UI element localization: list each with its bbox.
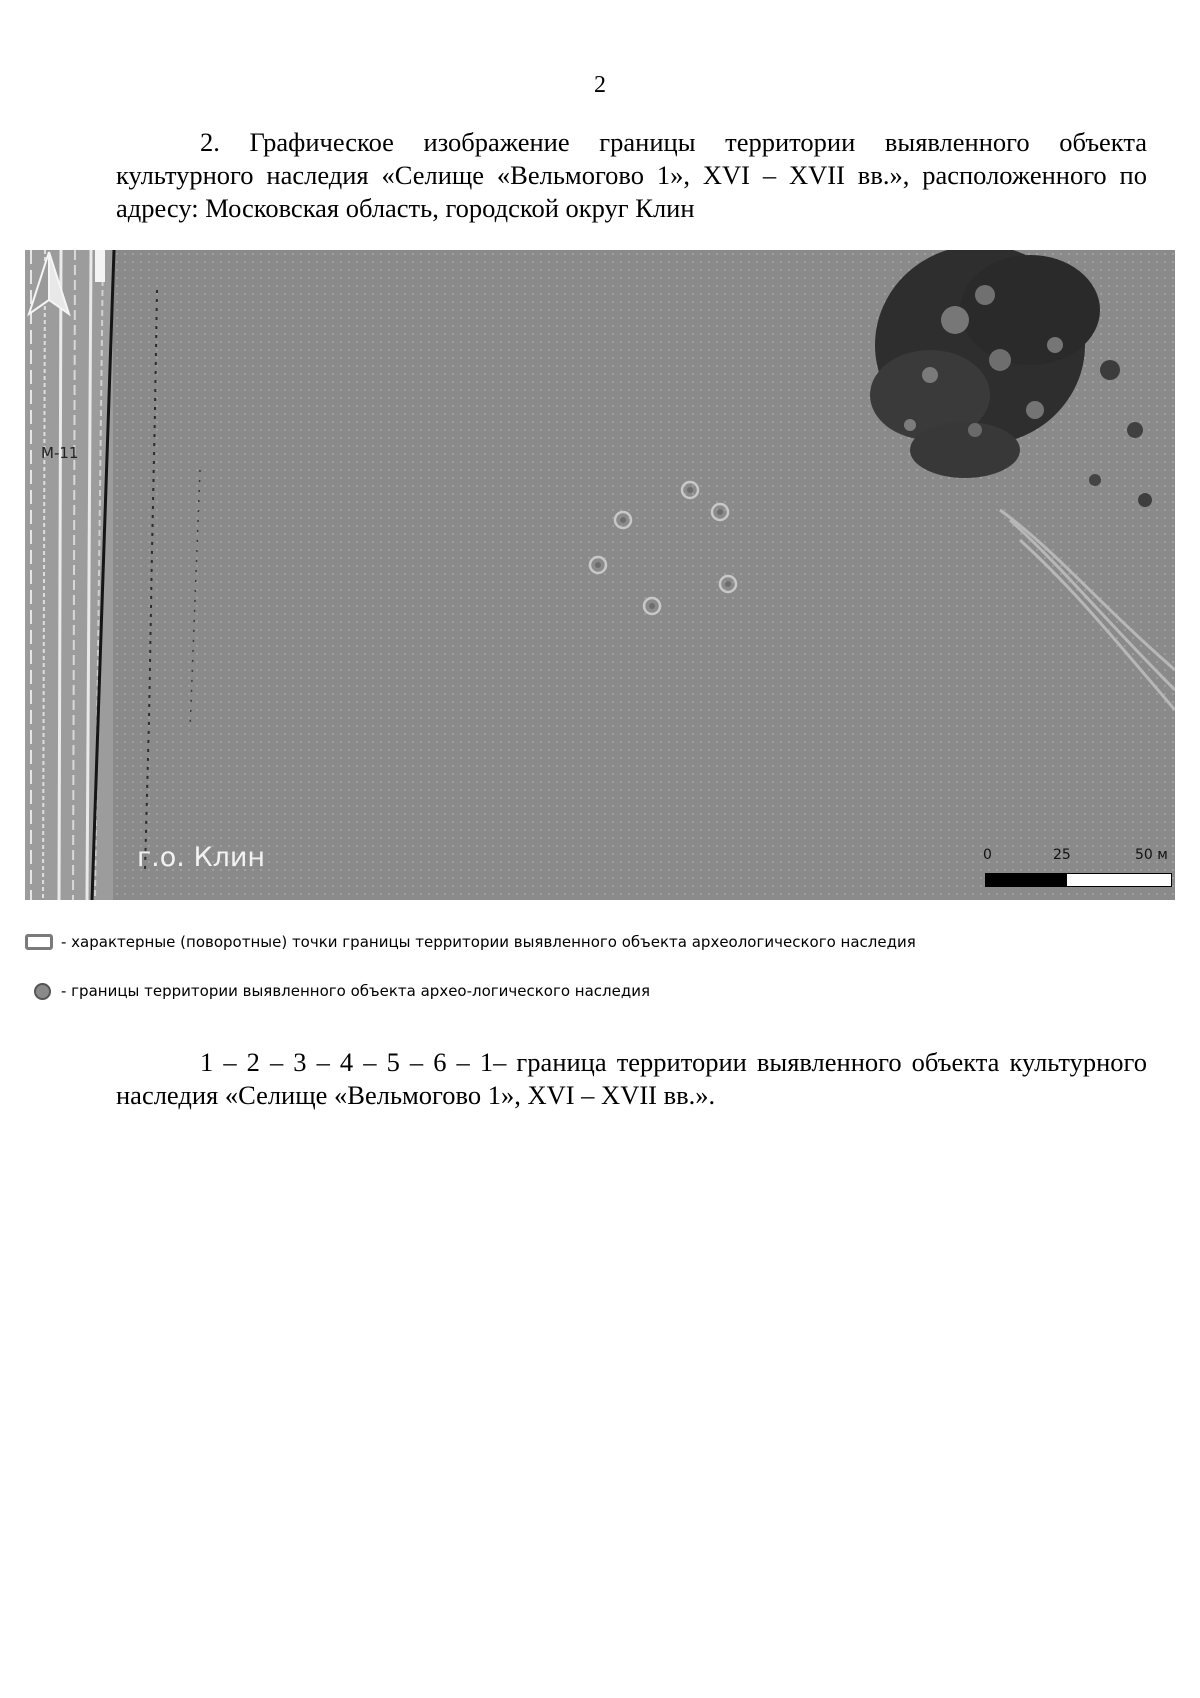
page-number: 2: [594, 72, 606, 98]
scale-segment-black: [985, 873, 1067, 887]
scale-tick-25: 25: [1053, 847, 1071, 863]
field-tracks: [1000, 510, 1175, 710]
legend-item-boundary: [25, 982, 650, 1000]
boundary-dot-icon: [34, 983, 51, 1000]
map-background: [25, 250, 1175, 900]
boundary-point-icon: [25, 934, 53, 950]
section-heading: 2. Графическое изображение границы территории выявленного объекта культурного наследия «Селище «Вельмогово 1», XVI – XVII вв.», расположенного по адресу: Московская область, городской округ Клин: [116, 127, 1147, 223]
legend-text-points: - характерные (поворотные) точки границы территории выявленного объекта археологического наследия: [61, 933, 916, 951]
map-image: [25, 250, 1175, 900]
area-label: г.о. Клин: [137, 842, 266, 873]
road-label: М-11: [41, 444, 79, 462]
scale-segment-white: [1066, 873, 1172, 887]
legend-text-boundary: - границы территории выявленного объекта архео-логического наследия: [61, 982, 651, 1000]
forest-area: [870, 250, 1152, 507]
legend-item-points: [25, 933, 916, 951]
boundary-points: [590, 482, 736, 614]
scale-bar: [985, 847, 1175, 897]
scale-tick-50: 50 м: [1135, 847, 1168, 863]
scale-tick-0: 0: [983, 847, 992, 863]
north-arrow-icon: [25, 250, 73, 318]
boundary-description: 1 – 2 – 3 – 4 – 5 – 6 – 1– граница территории выявленного объекта культурного наследия «Селище «Вельмогово 1», XVI – XVII вв.».: [116, 1047, 1147, 1110]
